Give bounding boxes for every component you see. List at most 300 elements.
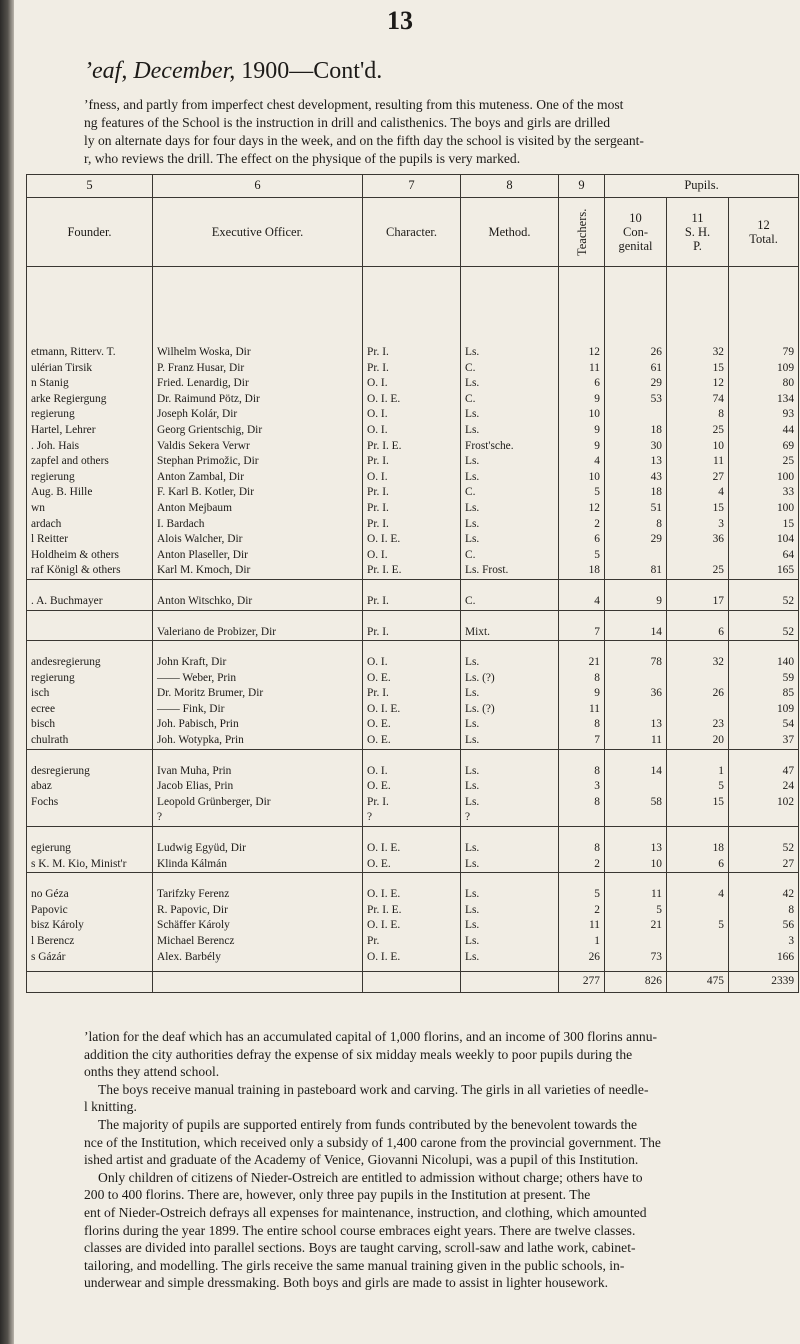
note-line: ʼlation for the deaf which has an accumulated capital of 1,000 florins, and an income of 300 florins annu- bbox=[84, 1029, 658, 1044]
total-cell: 79 bbox=[729, 345, 799, 361]
table-body bbox=[27, 267, 799, 972]
totals-cell bbox=[461, 972, 559, 993]
officer-cell: Wilhelm Woska, Dir bbox=[153, 345, 363, 361]
note-line: florins during the year 1899. The entire school course embraces eight years. There are twelve classes. bbox=[84, 1222, 636, 1238]
congenital-cell: 13 bbox=[605, 841, 667, 857]
table-row bbox=[27, 671, 799, 687]
note-line: Only children of citizens of Nieder-Ostreich are entitled to admission without charge; others have to bbox=[98, 1169, 643, 1185]
table-row bbox=[27, 423, 799, 439]
congenital-cell: 10 bbox=[605, 857, 667, 873]
note-line: ished artist and graduate of the Academy of Venice, Giovanni Nicolupi, was a pupil of this Institution. bbox=[84, 1152, 639, 1168]
character-cell: Pr. I. bbox=[363, 686, 461, 702]
sh-cell: 3 bbox=[667, 517, 729, 533]
teachers-cell: 1 bbox=[559, 934, 605, 950]
table-row bbox=[27, 655, 799, 671]
teachers-cell: 11 bbox=[559, 361, 605, 377]
founder-cell: Papovic bbox=[27, 903, 153, 919]
teachers-cell: 8 bbox=[559, 795, 605, 811]
character-cell: Pr. I. E. bbox=[363, 563, 461, 579]
congenital-cell: 13 bbox=[605, 717, 667, 733]
character-cell: Pr. I. bbox=[363, 345, 461, 361]
congenital-cell: 78 bbox=[605, 655, 667, 671]
table-row bbox=[27, 454, 799, 470]
officer-cell: Joseph Kolár, Dir bbox=[153, 407, 363, 423]
officer-cell: ? bbox=[153, 810, 363, 826]
pupils-header: Pupils. bbox=[605, 175, 799, 198]
table-row bbox=[27, 345, 799, 361]
sh-cell: 32 bbox=[667, 345, 729, 361]
officer-cell: —— Fink, Dir bbox=[153, 702, 363, 718]
method-cell: ? bbox=[461, 810, 559, 826]
group-separator bbox=[27, 873, 799, 888]
congenital-header bbox=[605, 198, 667, 267]
sh-header bbox=[667, 198, 729, 267]
table-row bbox=[27, 392, 799, 408]
total-teachers: 277 bbox=[559, 972, 605, 993]
table-row bbox=[27, 702, 799, 718]
table-row bbox=[27, 934, 799, 950]
officer-cell: I. Bardach bbox=[153, 517, 363, 533]
total-cell: 102 bbox=[729, 795, 799, 811]
character-cell: O. I. E. bbox=[363, 950, 461, 966]
teachers-cell: 6 bbox=[559, 532, 605, 548]
total-cell: 42 bbox=[729, 887, 799, 903]
table-header bbox=[27, 175, 799, 267]
sh-cell: 15 bbox=[667, 795, 729, 811]
total-cell: 52 bbox=[729, 841, 799, 857]
founder-cell: l Reitter bbox=[27, 532, 153, 548]
character-cell: Pr. I. bbox=[363, 361, 461, 377]
congenital-cell: 43 bbox=[605, 470, 667, 486]
method-cell: Ls. bbox=[461, 795, 559, 811]
congenital-cell bbox=[605, 779, 667, 795]
sh-cell: 20 bbox=[667, 733, 729, 749]
method-cell: C. bbox=[461, 594, 559, 610]
total-cell: 52 bbox=[729, 625, 799, 641]
note-line: The boys receive manual training in pasteboard work and carving. The girls in all varieties of needle- bbox=[98, 1081, 649, 1097]
method-cell: Ls. bbox=[461, 779, 559, 795]
founder-cell: l Berencz bbox=[27, 934, 153, 950]
running-head-rest: 1900—Cont'd. bbox=[235, 58, 383, 84]
teachers-cell: 26 bbox=[559, 950, 605, 966]
method-cell: C. bbox=[461, 548, 559, 564]
intro-line: ng features of the School is the instruction in drill and calisthenics. The boys and girls are drilled bbox=[84, 115, 611, 130]
method-cell: Ls. bbox=[461, 903, 559, 919]
founder-cell: isch bbox=[27, 686, 153, 702]
founder-cell bbox=[27, 625, 153, 641]
founder-cell: ulérian Tirsik bbox=[27, 361, 153, 377]
sh-cell bbox=[667, 934, 729, 950]
congenital-cell: 73 bbox=[605, 950, 667, 966]
sh-cell bbox=[667, 810, 729, 826]
table-row bbox=[27, 686, 799, 702]
sh-cell bbox=[667, 671, 729, 687]
congenital-cell: 29 bbox=[605, 532, 667, 548]
founder-cell: ecree bbox=[27, 702, 153, 718]
total-cell: 109 bbox=[729, 702, 799, 718]
congenital-cell: 51 bbox=[605, 501, 667, 517]
method-cell: Ls. bbox=[461, 857, 559, 873]
method-cell: Ls. (?) bbox=[461, 671, 559, 687]
group-separator bbox=[27, 579, 799, 594]
founder-cell: egierung bbox=[27, 841, 153, 857]
group-separator bbox=[27, 610, 799, 625]
congenital-cell: 26 bbox=[605, 345, 667, 361]
character-cell: O. E. bbox=[363, 779, 461, 795]
total-cell: 85 bbox=[729, 686, 799, 702]
method-cell: Mixt. bbox=[461, 625, 559, 641]
running-head-title: ʼeaf, December, bbox=[84, 58, 236, 84]
table-row bbox=[27, 733, 799, 749]
total-cell: 64 bbox=[729, 548, 799, 564]
congenital-cell bbox=[605, 407, 667, 423]
totals-cell bbox=[27, 972, 153, 993]
table-row bbox=[27, 439, 799, 455]
note-line: ent of Nieder-Ostreich defrays all expenses for maintenance, instruction, and clothing, which amounted bbox=[84, 1204, 647, 1220]
intro-line: r, who reviews the drill. The effect on the physique of the pupils is very marked. bbox=[84, 151, 521, 166]
founder-cell: chulrath bbox=[27, 733, 153, 749]
congenital-cell: 11 bbox=[605, 733, 667, 749]
teachers-cell: 11 bbox=[559, 702, 605, 718]
founder-cell: . Joh. Hais bbox=[27, 439, 153, 455]
congenital-cell bbox=[605, 702, 667, 718]
founder-cell: abaz bbox=[27, 779, 153, 795]
congenital-cell: 81 bbox=[605, 563, 667, 579]
total-cell: 166 bbox=[729, 950, 799, 966]
congenital-line1: Con- bbox=[623, 225, 648, 239]
congenital-cell: 9 bbox=[605, 594, 667, 610]
teachers-cell: 9 bbox=[559, 439, 605, 455]
officer-cell: Tarifzky Ferenz bbox=[153, 887, 363, 903]
sh-cell: 12 bbox=[667, 376, 729, 392]
institutions-table bbox=[26, 174, 799, 993]
teachers-cell: 7 bbox=[559, 733, 605, 749]
total-congenital: 826 bbox=[605, 972, 667, 993]
totals-cell bbox=[153, 972, 363, 993]
founder-cell: zapfel and others bbox=[27, 454, 153, 470]
teachers-cell: 9 bbox=[559, 392, 605, 408]
total-cell: 93 bbox=[729, 407, 799, 423]
table-row bbox=[27, 517, 799, 533]
founder-cell: s K. M. Kio, Minist'r bbox=[27, 857, 153, 873]
congenital-cell: 18 bbox=[605, 423, 667, 439]
sh-cell: 32 bbox=[667, 655, 729, 671]
col-number-8: 8 bbox=[461, 175, 559, 198]
officer-cell: Valdis Sekera Verwr bbox=[153, 439, 363, 455]
total-cell: 52 bbox=[729, 594, 799, 610]
table-row bbox=[27, 887, 799, 903]
total-cell: 104 bbox=[729, 532, 799, 548]
total-cell: 69 bbox=[729, 439, 799, 455]
sh-cell bbox=[667, 950, 729, 966]
note-line: nce of the Institution, which received only a subsidy of 1,400 carone from the provincial government. The bbox=[84, 1134, 661, 1150]
group-separator bbox=[27, 749, 799, 764]
character-cell: ? bbox=[363, 810, 461, 826]
officer-cell: Anton Mejbaum bbox=[153, 501, 363, 517]
intro-line: ly on alternate days for four days in the week, and on the fifth day the school is visited by the sergeant- bbox=[84, 133, 644, 148]
teachers-cell: 4 bbox=[559, 594, 605, 610]
officer-cell: Anton Witschko, Dir bbox=[153, 594, 363, 610]
total-cell: 100 bbox=[729, 470, 799, 486]
col-number-12: 12 bbox=[757, 218, 770, 232]
character-cell: O. I. bbox=[363, 764, 461, 780]
page-number: 13 bbox=[387, 6, 413, 35]
method-cell: Frost'sche. bbox=[461, 439, 559, 455]
officer-cell: Anton Plaseller, Dir bbox=[153, 548, 363, 564]
method-cell: C. bbox=[461, 361, 559, 377]
teachers-cell: 9 bbox=[559, 423, 605, 439]
congenital-cell bbox=[605, 810, 667, 826]
method-cell: Ls. bbox=[461, 423, 559, 439]
officer-cell: Stephan Primožic, Dir bbox=[153, 454, 363, 470]
teachers-cell: 10 bbox=[559, 407, 605, 423]
footnotes bbox=[84, 1028, 786, 1292]
total-cell: 24 bbox=[729, 779, 799, 795]
table-row bbox=[27, 407, 799, 423]
table-spacer-row bbox=[27, 267, 799, 346]
group-separator bbox=[27, 641, 799, 656]
sh-cell: 10 bbox=[667, 439, 729, 455]
table-row bbox=[27, 485, 799, 501]
founder-cell: n Stanig bbox=[27, 376, 153, 392]
total-cell: 59 bbox=[729, 671, 799, 687]
table-row bbox=[27, 548, 799, 564]
character-cell: O. E. bbox=[363, 717, 461, 733]
character-cell: O. I. bbox=[363, 655, 461, 671]
table-row bbox=[27, 857, 799, 873]
congenital-cell: 11 bbox=[605, 887, 667, 903]
teachers-cell: 11 bbox=[559, 918, 605, 934]
total-cell: 3 bbox=[729, 934, 799, 950]
congenital-cell bbox=[605, 548, 667, 564]
teachers-cell: 8 bbox=[559, 717, 605, 733]
table-footer bbox=[27, 972, 799, 993]
congenital-cell: 36 bbox=[605, 686, 667, 702]
teachers-cell: 2 bbox=[559, 903, 605, 919]
note-line: classes are divided into parallel sections. Boys are taught carving, scroll-saw and lathe work, cabinet- bbox=[84, 1240, 636, 1256]
total-label: Total. bbox=[749, 232, 778, 246]
intro-paragraph bbox=[84, 96, 784, 168]
col-number-7: 7 bbox=[363, 175, 461, 198]
total-cell: 109 bbox=[729, 361, 799, 377]
founder-cell: etmann, Ritterv. T. bbox=[27, 345, 153, 361]
teachers-cell: 18 bbox=[559, 563, 605, 579]
sh-cell: 27 bbox=[667, 470, 729, 486]
table-row bbox=[27, 918, 799, 934]
sh-cell: 26 bbox=[667, 686, 729, 702]
officer-cell: R. Papovic, Dir bbox=[153, 903, 363, 919]
table-row bbox=[27, 532, 799, 548]
total-cell: 33 bbox=[729, 485, 799, 501]
note-line: 200 to 400 florins. There are, however, only three pay pupils in the Institution at present. The bbox=[84, 1187, 591, 1203]
sh-cell: 4 bbox=[667, 887, 729, 903]
congenital-cell: 14 bbox=[605, 625, 667, 641]
officer-cell: Georg Grientschig, Dir bbox=[153, 423, 363, 439]
character-cell: Pr. I. bbox=[363, 454, 461, 470]
character-cell: Pr. I. E. bbox=[363, 903, 461, 919]
note-line: The majority of pupils are supported entirely from funds contributed by the benevolent towards the bbox=[98, 1116, 638, 1132]
character-cell: Pr. I. bbox=[363, 485, 461, 501]
congenital-cell: 18 bbox=[605, 485, 667, 501]
method-cell: Ls. bbox=[461, 950, 559, 966]
character-cell: O. E. bbox=[363, 733, 461, 749]
total-cell: 25 bbox=[729, 454, 799, 470]
character-cell: O. I. E. bbox=[363, 887, 461, 903]
group-separator bbox=[27, 827, 799, 842]
sh-cell: 25 bbox=[667, 563, 729, 579]
total-pupils: 2339 bbox=[729, 972, 799, 993]
method-cell: Ls. bbox=[461, 887, 559, 903]
character-cell: O. I. E. bbox=[363, 702, 461, 718]
method-cell: Ls. (?) bbox=[461, 702, 559, 718]
officer-cell: Dr. Moritz Brumer, Dir bbox=[153, 686, 363, 702]
total-cell: 165 bbox=[729, 563, 799, 579]
founder-cell: Aug. B. Hille bbox=[27, 485, 153, 501]
sh-cell bbox=[667, 702, 729, 718]
character-cell: O. I. bbox=[363, 548, 461, 564]
teachers-header: Teachers. bbox=[559, 198, 605, 267]
table-row bbox=[27, 625, 799, 641]
method-cell: Ls. Frost. bbox=[461, 563, 559, 579]
total-cell: 134 bbox=[729, 392, 799, 408]
teachers-cell: 5 bbox=[559, 548, 605, 564]
teachers-cell: 7 bbox=[559, 625, 605, 641]
teachers-cell: 4 bbox=[559, 454, 605, 470]
col-number-9: 9 bbox=[559, 175, 605, 198]
method-cell: Ls. bbox=[461, 918, 559, 934]
totals-row bbox=[27, 972, 799, 993]
congenital-cell: 58 bbox=[605, 795, 667, 811]
teachers-cell: 9 bbox=[559, 686, 605, 702]
total-cell: 54 bbox=[729, 717, 799, 733]
totals-cell bbox=[363, 972, 461, 993]
character-cell: O. I. E. bbox=[363, 841, 461, 857]
sh-cell: 8 bbox=[667, 407, 729, 423]
founder-cell: regierung bbox=[27, 407, 153, 423]
founder-cell: wn bbox=[27, 501, 153, 517]
sh-cell bbox=[667, 903, 729, 919]
table-row bbox=[27, 841, 799, 857]
col-number-10: 10 bbox=[629, 211, 642, 225]
institutions-table-wrapper bbox=[26, 174, 798, 993]
col-number-6: 6 bbox=[153, 175, 363, 198]
total-sh: 475 bbox=[667, 972, 729, 993]
note-line: onths they attend school. bbox=[84, 1064, 220, 1080]
method-cell: Ls. bbox=[461, 655, 559, 671]
officer-cell: Schäffer Károly bbox=[153, 918, 363, 934]
founder-cell: Holdheim & others bbox=[27, 548, 153, 564]
sh-cell: 6 bbox=[667, 857, 729, 873]
note-line: addition the city authorities defray the expense of six midday meals weekly to poor pupils during the bbox=[84, 1046, 633, 1062]
method-cell: Ls. bbox=[461, 517, 559, 533]
table-row bbox=[27, 594, 799, 610]
congenital-cell: 13 bbox=[605, 454, 667, 470]
congenital-cell: 14 bbox=[605, 764, 667, 780]
officer-cell: Jacob Elias, Prin bbox=[153, 779, 363, 795]
founder-cell: . A. Buchmayer bbox=[27, 594, 153, 610]
sh-cell: 15 bbox=[667, 361, 729, 377]
officer-cell: Alex. Barbély bbox=[153, 950, 363, 966]
founder-cell: raf Königl & others bbox=[27, 563, 153, 579]
method-cell: Ls. bbox=[461, 376, 559, 392]
character-cell: O. I. bbox=[363, 423, 461, 439]
teachers-cell: 6 bbox=[559, 376, 605, 392]
character-cell: O. I. E. bbox=[363, 918, 461, 934]
officer-cell: —— Weber, Prin bbox=[153, 671, 363, 687]
character-cell: Pr. I. bbox=[363, 795, 461, 811]
sh-cell: 18 bbox=[667, 841, 729, 857]
teachers-cell: 8 bbox=[559, 841, 605, 857]
character-cell: Pr. bbox=[363, 934, 461, 950]
officer-cell: John Kraft, Dir bbox=[153, 655, 363, 671]
officer-cell: Klinda Kálmán bbox=[153, 857, 363, 873]
table-row bbox=[27, 903, 799, 919]
officer-header: Executive Officer. bbox=[153, 198, 363, 267]
character-cell: O. I. E. bbox=[363, 392, 461, 408]
table-row bbox=[27, 717, 799, 733]
officer-cell: Michael Berencz bbox=[153, 934, 363, 950]
sh-cell: 1 bbox=[667, 764, 729, 780]
note-line: underwear and simple dressmaking. Both boys and girls are made to assist in lighter housework. bbox=[84, 1275, 609, 1291]
sh-cell: 5 bbox=[667, 779, 729, 795]
total-cell: 15 bbox=[729, 517, 799, 533]
character-cell: Pr. I. E. bbox=[363, 439, 461, 455]
character-cell: Pr. I. bbox=[363, 501, 461, 517]
founder-cell: no Géza bbox=[27, 887, 153, 903]
sh-cell: 4 bbox=[667, 485, 729, 501]
table-row bbox=[27, 376, 799, 392]
congenital-cell bbox=[605, 934, 667, 950]
founder-cell: s Gázár bbox=[27, 950, 153, 966]
congenital-cell: 53 bbox=[605, 392, 667, 408]
total-cell: 47 bbox=[729, 764, 799, 780]
total-cell bbox=[729, 810, 799, 826]
method-cell: Ls. bbox=[461, 764, 559, 780]
officer-cell: Anton Zambal, Dir bbox=[153, 470, 363, 486]
method-cell: Ls. bbox=[461, 470, 559, 486]
officer-cell: P. Franz Husar, Dir bbox=[153, 361, 363, 377]
teachers-cell: 8 bbox=[559, 764, 605, 780]
officer-cell: Joh. Wotypka, Prin bbox=[153, 733, 363, 749]
officer-cell: Valeriano de Probizer, Dir bbox=[153, 625, 363, 641]
method-header: Method. bbox=[461, 198, 559, 267]
table-row bbox=[27, 779, 799, 795]
officer-cell: F. Karl B. Kotler, Dir bbox=[153, 485, 363, 501]
officer-cell: Ludwig Együd, Dir bbox=[153, 841, 363, 857]
congenital-cell: 29 bbox=[605, 376, 667, 392]
total-cell: 56 bbox=[729, 918, 799, 934]
founder-cell bbox=[27, 810, 153, 826]
sh-cell: 6 bbox=[667, 625, 729, 641]
sh-cell: 15 bbox=[667, 501, 729, 517]
teachers-cell: 2 bbox=[559, 857, 605, 873]
teachers-cell: 8 bbox=[559, 671, 605, 687]
note-line: tailoring, and modelling. The girls receive the same manual training given in the public schools, in- bbox=[84, 1257, 625, 1273]
sh-cell: 25 bbox=[667, 423, 729, 439]
teachers-cell bbox=[559, 810, 605, 826]
congenital-cell: 5 bbox=[605, 903, 667, 919]
method-cell: Ls. bbox=[461, 501, 559, 517]
officer-cell: Karl M. Kmoch, Dir bbox=[153, 563, 363, 579]
character-cell: Pr. I. bbox=[363, 625, 461, 641]
method-cell: Ls. bbox=[461, 407, 559, 423]
character-cell: O. E. bbox=[363, 857, 461, 873]
character-cell: O. E. bbox=[363, 671, 461, 687]
total-cell: 27 bbox=[729, 857, 799, 873]
total-cell: 8 bbox=[729, 903, 799, 919]
character-cell: O. I. E. bbox=[363, 532, 461, 548]
founder-header: Founder. bbox=[27, 198, 153, 267]
